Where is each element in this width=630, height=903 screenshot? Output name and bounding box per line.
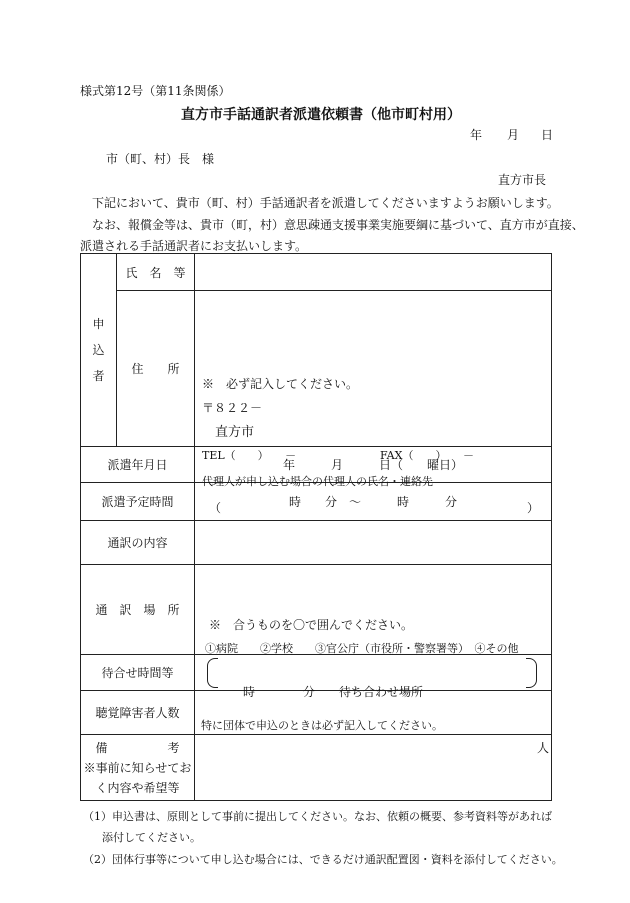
applicant-char-3: 者	[92, 369, 105, 383]
note-1-line-1: （1）申込書は、原則として事前に提出してください。なお、依頼の概要、参考資料等があれば	[83, 810, 552, 823]
hearing-label: 聴覚障害者人数	[81, 691, 195, 735]
applicant-char-1: 申	[92, 317, 105, 331]
name-field[interactable]	[195, 254, 552, 291]
proxy-paren-close: ）	[527, 500, 540, 515]
applicant-char-2: 込	[92, 343, 105, 357]
tel-label: TEL（ ） －	[202, 448, 297, 462]
intro-line-1: 下記において、貴市（町、村）手話通訳者を派遣してくださいますようお願いします。	[92, 196, 559, 210]
city-name: 直方市	[215, 424, 255, 440]
request-form-table	[80, 253, 552, 801]
note-2: （2）団体行事等について申し込む場合には、できるだけ通訳配置図・資料を添付してください。	[83, 853, 563, 866]
fax-label: FAX（ ） －	[380, 448, 474, 462]
address-label: 住 所	[117, 291, 195, 447]
place-note: ※ 合うものを〇で囲んでください。	[209, 617, 414, 632]
postal-code: 〒８２２－	[202, 400, 263, 415]
address-note: ※ 必ず記入してください。	[202, 376, 359, 391]
place-field[interactable]	[195, 565, 552, 655]
name-label: 氏 名 等	[117, 254, 195, 291]
dispatch-time-label: 派遣予定時間	[81, 483, 195, 521]
hearing-note: 特に団体で申込のときは必ず記入してください。	[201, 718, 443, 732]
dispatch-date-label: 派遣年月日	[81, 447, 195, 483]
remarks-label-3: く内容や希望等	[95, 780, 180, 795]
remarks-label-2: ※事前に知らせてお	[83, 760, 192, 775]
note-1-line-2: 添付してください。	[102, 831, 201, 844]
addressee: 市（町、村）長 様	[106, 152, 215, 166]
remarks-label-1: 備 考	[95, 740, 180, 755]
proxy-label: 代理人が申し込む場合の代理人の氏名・連絡先	[202, 474, 433, 488]
applicant-label-cell	[81, 254, 117, 447]
content-label: 通訳の内容	[81, 521, 195, 565]
place-options: ①病院 ②学校 ③官公庁（市役所・警察署等） ④その他	[205, 641, 519, 655]
remarks-field[interactable]	[195, 735, 552, 801]
document-title: 直方市手話通訳者派遣依頼書（他市町村用）	[181, 107, 461, 123]
dispatch-date-field[interactable]: 年 月 日（ 曜日）	[195, 447, 552, 483]
meeting-value: 時 分 待ち合わせ場所	[243, 684, 424, 699]
meeting-label: 待合せ時間等	[81, 655, 195, 691]
content-field[interactable]	[195, 521, 552, 565]
intro-line-3: 派遣される手話通訳者にお支払いします。	[80, 239, 308, 253]
meeting-field[interactable]	[195, 655, 552, 699]
sender: 直方市長	[498, 173, 547, 187]
hearing-unit: 人	[536, 740, 549, 755]
bracket-left	[207, 658, 218, 688]
bracket-right	[526, 658, 537, 688]
date-month-label: 月	[507, 128, 520, 142]
remarks-label-cell	[81, 735, 195, 801]
intro-line-2: なお、報償金等は、貴市（町，村）意思疎通支援事業実施要綱に基づいて、直方市が直接、	[92, 218, 584, 232]
form-number: 様式第12号（第11条関係）	[80, 84, 231, 98]
date-day-label: 日	[541, 128, 554, 142]
dispatch-time-field[interactable]: 時 分 ～ 時 分	[195, 483, 552, 521]
date-year-label: 年	[470, 128, 483, 142]
place-label: 通 訳 場 所	[81, 565, 195, 655]
proxy-paren-open: （	[209, 500, 222, 515]
